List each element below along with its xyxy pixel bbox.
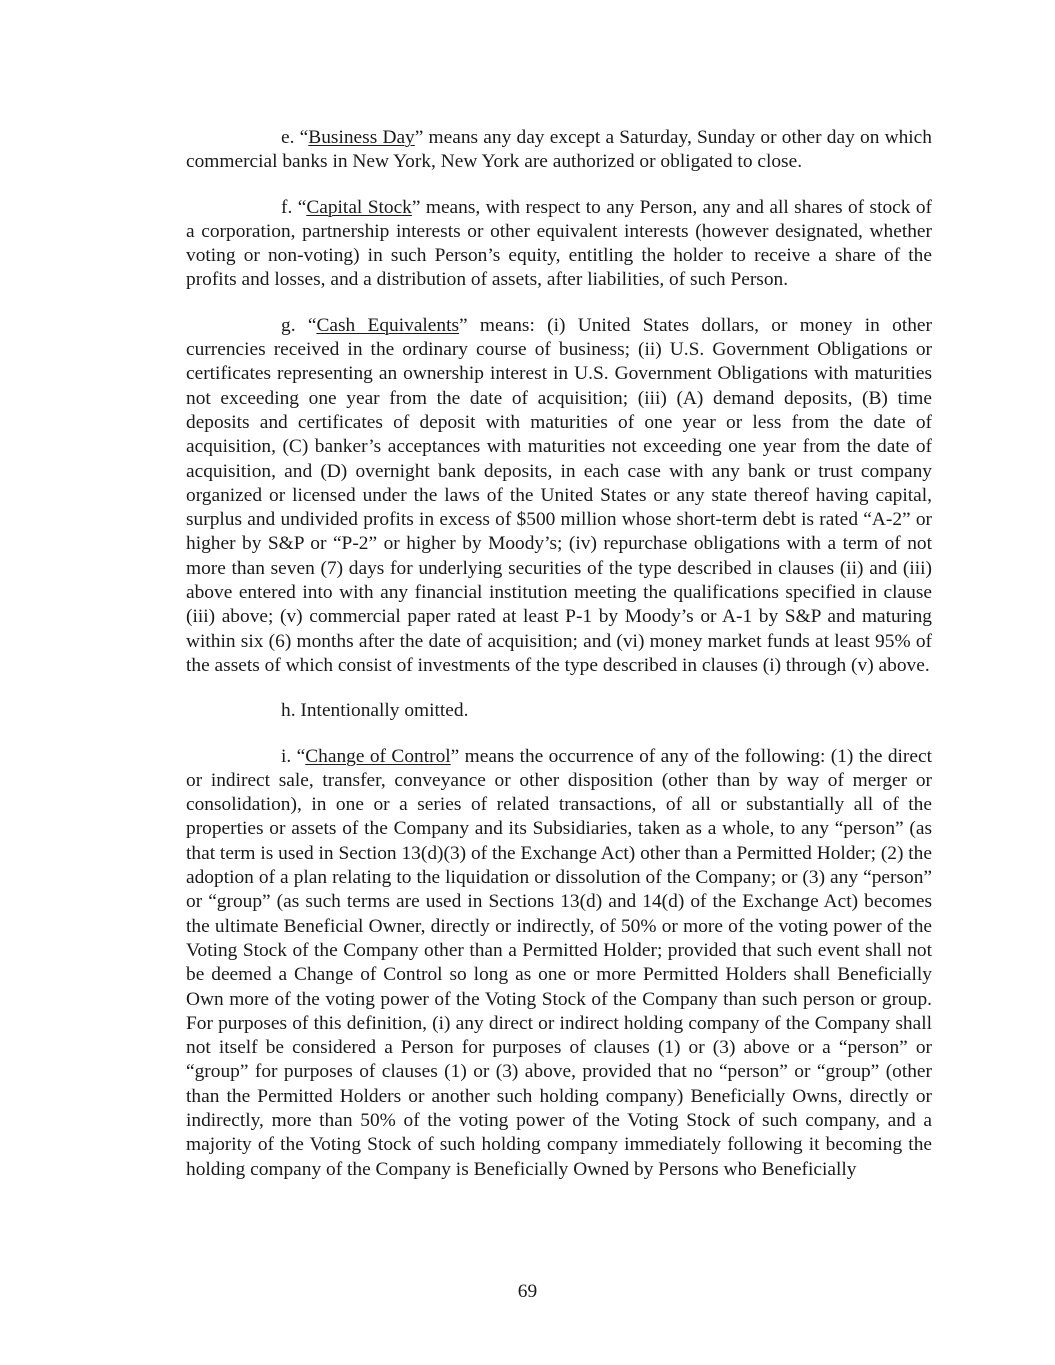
close-quote: ”	[411, 196, 421, 218]
clause-text: means the occurrence of any of the following: (1) the direct or indirect sale, transfer, conveyance or other disposition (other than by way of merger or consolidation), in one or a series of related transactions, of all or substantially all of the properties or assets of the Company and its Subsidiaries, taken as a whole, to any “person” (as that term is used in Section 13(d)(3) of the Exchange Act) other than a Permitted Holder; (2) the adoption of a plan relating to the liquidation or dissolution of the Company; or (3) any “person” or “group” (as such terms are used in Sections 13(d) and 14(d) of the Exchange Act) becomes the ultimate Beneficial Owner, directly or indirectly, of 50% or more of the voting power of the Voting Stock of the Company other than a Permitted Holder; provided that such event shall not be deemed a Change of Control so long as one or more Permitted Holders shall Beneficially Own more of the voting power of the Voting Stock of the Company than such person or group. For purposes of this definition, (i) any direct or indirect holding company of the Company shall not itself be considered a Person for purposes of clauses (1) or (3) above or a “person” or “group” for purposes of clauses (1) or (3) above, provided that no “person” or “group” (other than the Permitted Holders or another such holding company) Beneficially Owns, directly or indirectly, more than 50% of the voting power of the Voting Stock of such company, and a majority of the Voting Stock of such holding company immediately following it becoming the holding company of the Company is Beneficially Owned by Persons who Beneficially	[186, 745, 932, 1180]
page-number: 69	[517, 1281, 538, 1302]
defined-term: Business Day	[308, 127, 415, 148]
close-quote: ”	[414, 127, 424, 148]
clause-letter: f.	[281, 196, 293, 218]
clause-cash-equivalents	[186, 314, 932, 678]
clause-text: Intentionally omitted.	[300, 700, 469, 722]
close-quote: ”	[450, 745, 460, 767]
open-quote: “	[297, 196, 307, 218]
clause-letter: i.	[281, 745, 292, 767]
open-quote: “	[307, 314, 317, 336]
clause-text: means: (i) United States dollars, or money in other currencies received in the ordinary course of business; (ii) U.S. Government Obligations or certificates representing an ownership interest in U.S. Government Obligations with maturities not exceeding one year from the date of acquisition; (iii) (A) demand deposits, (B) time deposits and certificates of deposit with maturities of one year or less from the date of acquisition, (C) banker’s acceptances with maturities not exceeding one year from the date of acquisition, and (D) overnight bank deposits, in each case with any bank or trust company organized or licensed under the laws of the United States or any state thereof having capital, surplus and undivided profits in excess of $500 million whose short-term debt is rated “A-2” or higher by S&P or “P-2” or higher by Moody’s; (iv) repurchase obligations with a term of not more than seven (7) days for underlying securities of the type described in clauses (ii) and (iii) above entered into with any financial institution meeting the qualifications specified in clause (iii) above; (v) commercial paper rated at least P-1 by Moody’s or A-1 by S&P and maturing within six (6) months after the date of acquisition; and (vi) money market funds at least 95% of the assets of which consist of investments of the type described in clauses (i) through (v) above.	[186, 314, 932, 676]
clause-business-day	[186, 126, 932, 175]
clause-letter: e.	[281, 127, 295, 148]
clause-text: means any day except a Saturday, Sunday or other day on which commercial banks in New York, New York are authorized or obligated to close.	[186, 127, 932, 173]
document-body	[186, 126, 932, 1203]
clause-change-of-control	[186, 745, 932, 1182]
defined-term: Cash Equivalents	[316, 314, 460, 336]
clause-text: means, with respect to any Person, any and all shares of stock of a corporation, partnership interests or other equivalent interests (however designated, whether voting or non-voting) in such Person’s equity, entitling the holder to receive a share of the profits and losses, and a distribution of assets, after liabilities, of such Person.	[186, 196, 932, 291]
clause-letter: h.	[281, 700, 296, 722]
defined-term: Change of Control	[305, 745, 451, 767]
clause-capital-stock	[186, 196, 932, 293]
close-quote: ”	[459, 314, 468, 336]
clause-intentionally-omitted	[186, 699, 932, 723]
open-quote: “	[299, 127, 309, 148]
defined-term: Capital Stock	[306, 196, 412, 218]
open-quote: “	[296, 745, 306, 767]
clause-letter: g.	[281, 314, 296, 336]
